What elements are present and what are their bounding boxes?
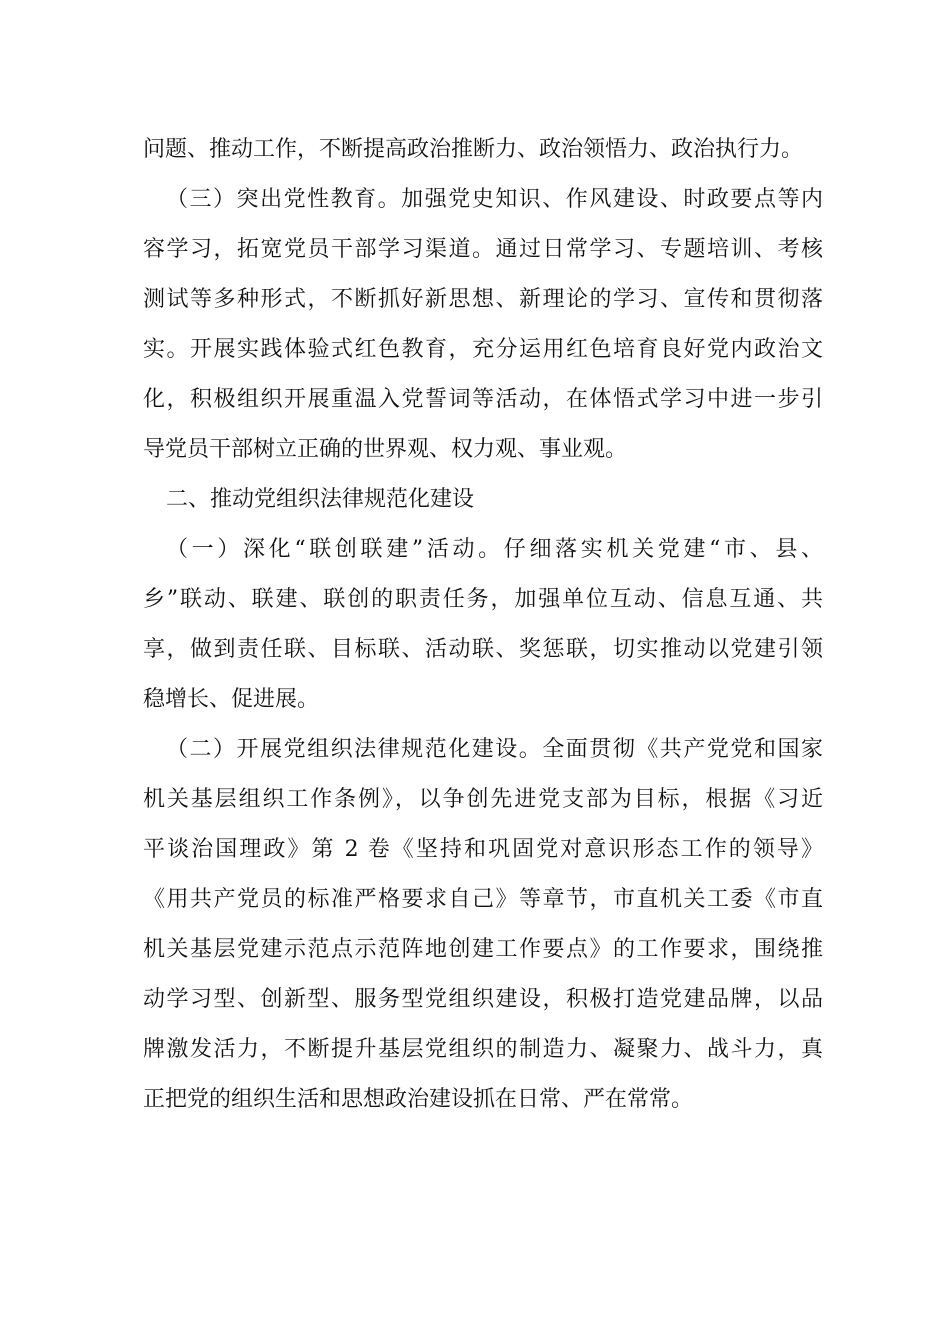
body-line-3: 容学习，拓宽党员干部学习渠道。通过日常学习、专题培训、考核	[143, 237, 823, 262]
body-line-4: 测试等多种形式，不断抓好新思想、新理论的学习、宣传和贯彻落	[143, 287, 823, 312]
body-line-17: 机关基层党建示范点示范阵地创建工作要点》的工作要求，围绕推	[143, 937, 823, 962]
body-line-14: 机关基层组织工作条例》，以争创先进党支部为目标，根据《习近	[143, 787, 823, 812]
body-line-11: 享，做到责任联、目标联、活动联、奖惩联，切实推动以党建引领	[143, 637, 823, 662]
body-line-12: 稳增长、促进展。	[143, 687, 320, 712]
body-line-16: 《用共产党员的标准严格要求自己》等章节，市直机关工委《市直	[143, 887, 823, 912]
body-line-19: 牌激发活力，不断提升基层党组织的制造力、凝聚力、战斗力，真	[143, 1037, 823, 1062]
body-line-6: 化，积极组织开展重温入党誓词等活动，在体悟式学习中进一步引	[143, 387, 823, 412]
body-line-10: 乡”联动、联建、联创的职责任务，加强单位互动、信息互通、共	[143, 587, 823, 612]
body-line-9: （一）深化“联创联建”活动。仔细落实机关党建“市、县、	[166, 537, 823, 562]
body-line-20: 正把党的组织生活和思想政治建设抓在日常、严在常常。	[143, 1087, 694, 1112]
body-line-15: 平谈治国理政》第 2 卷《坚持和巩固党对意识形态工作的领导》	[143, 837, 823, 862]
body-line-1: 问题、推动工作，不断提高政治推断力、政治领悟力、政治执行力。	[143, 137, 804, 162]
body-line-13: （二）开展党组织法律规范化建设。全面贯彻《共产党党和国家	[166, 737, 823, 762]
body-line-7: 导党员干部树立正确的世界观、权力观、事业观。	[143, 437, 628, 462]
body-line-2: （三）突出党性教育。加强党史知识、作风建设、时政要点等内	[166, 187, 823, 212]
section-heading: 二、推动党组织法律规范化建设	[166, 487, 475, 512]
body-line-18: 动学习型、创新型、服务型党组织建设，积极打造党建品牌，以品	[143, 987, 823, 1012]
body-line-5: 实。开展实践体验式红色教育，充分运用红色培育良好党内政治文	[143, 337, 823, 362]
